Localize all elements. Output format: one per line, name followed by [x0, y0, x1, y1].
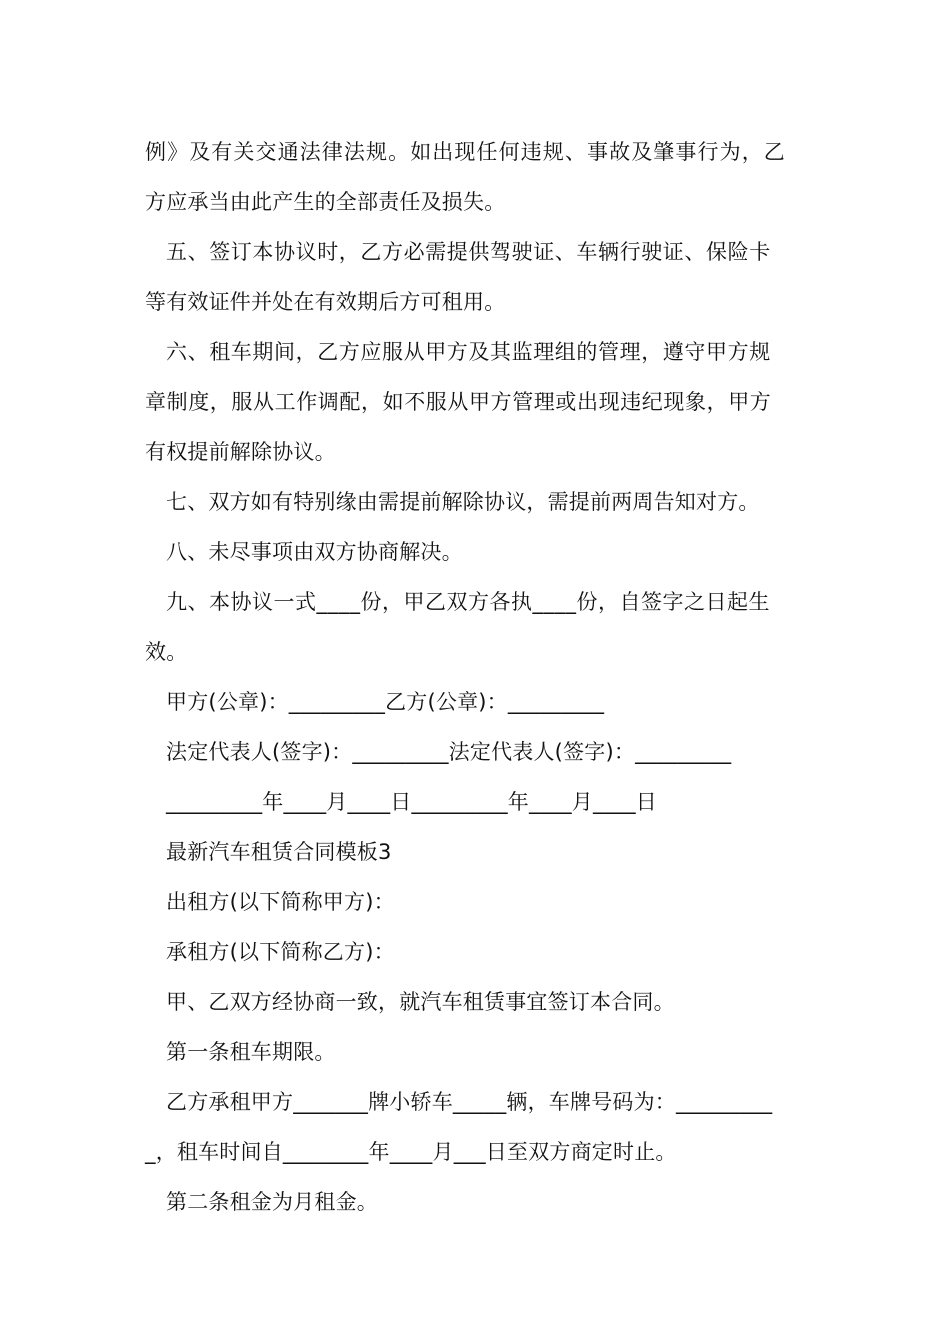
paragraph-line: 方应承当由此产生的全部责任及损失。	[145, 190, 506, 214]
paragraph-line: _，租车时间自________年____月___日至双方商定时止。	[145, 1140, 677, 1164]
clause-seven-line: 七、双方如有特别缘由需提前解除协议，需提前两周告知对方。	[166, 490, 760, 514]
lessee-line: 承租方(以下简称乙方)：	[166, 940, 395, 964]
signing-date-line: _________年____月____日_________年____月____日	[166, 790, 657, 814]
paragraph-line: 有权提前解除协议。	[145, 440, 336, 464]
lessor-line: 出租方(以下简称甲方)：	[166, 890, 395, 914]
article-one-line: 乙方承租甲方_______牌小轿车_____辆，车牌号码为：_________	[166, 1090, 773, 1114]
clause-six-line: 六、租车期间，乙方应服从甲方及其监理组的管理，遵守甲方规	[166, 340, 771, 364]
article-two-heading: 第二条租金为月租金。	[166, 1190, 378, 1214]
paragraph-line: 章制度，服从工作调配，如不服从甲方管理或出现违纪现象，甲方	[145, 390, 772, 414]
section-title: 最新汽车租赁合同模板3	[166, 840, 392, 864]
clause-eight-line: 八、未尽事项由双方协商解决。	[166, 540, 463, 564]
clause-five-line: 五、签订本协议时，乙方必需提供驾驶证、车辆行驶证、保险卡	[166, 240, 771, 264]
agreement-intro-line: 甲、乙双方经协商一致，就汽车租赁事宜签订本合同。	[166, 990, 675, 1014]
article-one-heading: 第一条租车期限。	[166, 1040, 336, 1064]
paragraph-line: 等有效证件并处在有效期后方可租用。	[145, 290, 506, 314]
clause-nine-line: 九、本协议一式____份，甲乙双方各执____份，自签字之日起生	[166, 590, 770, 614]
paragraph-line: 效。	[145, 640, 188, 664]
representative-signature-line: 法定代表人(签字)：_________法定代表人(签字)：_________	[166, 740, 732, 764]
paragraph-line: 例》及有关交通法律法规。如出现任何违规、事故及肇事行为，乙	[145, 140, 786, 164]
party-seal-line: 甲方(公章)：_________乙方(公章)：_________	[166, 690, 605, 714]
